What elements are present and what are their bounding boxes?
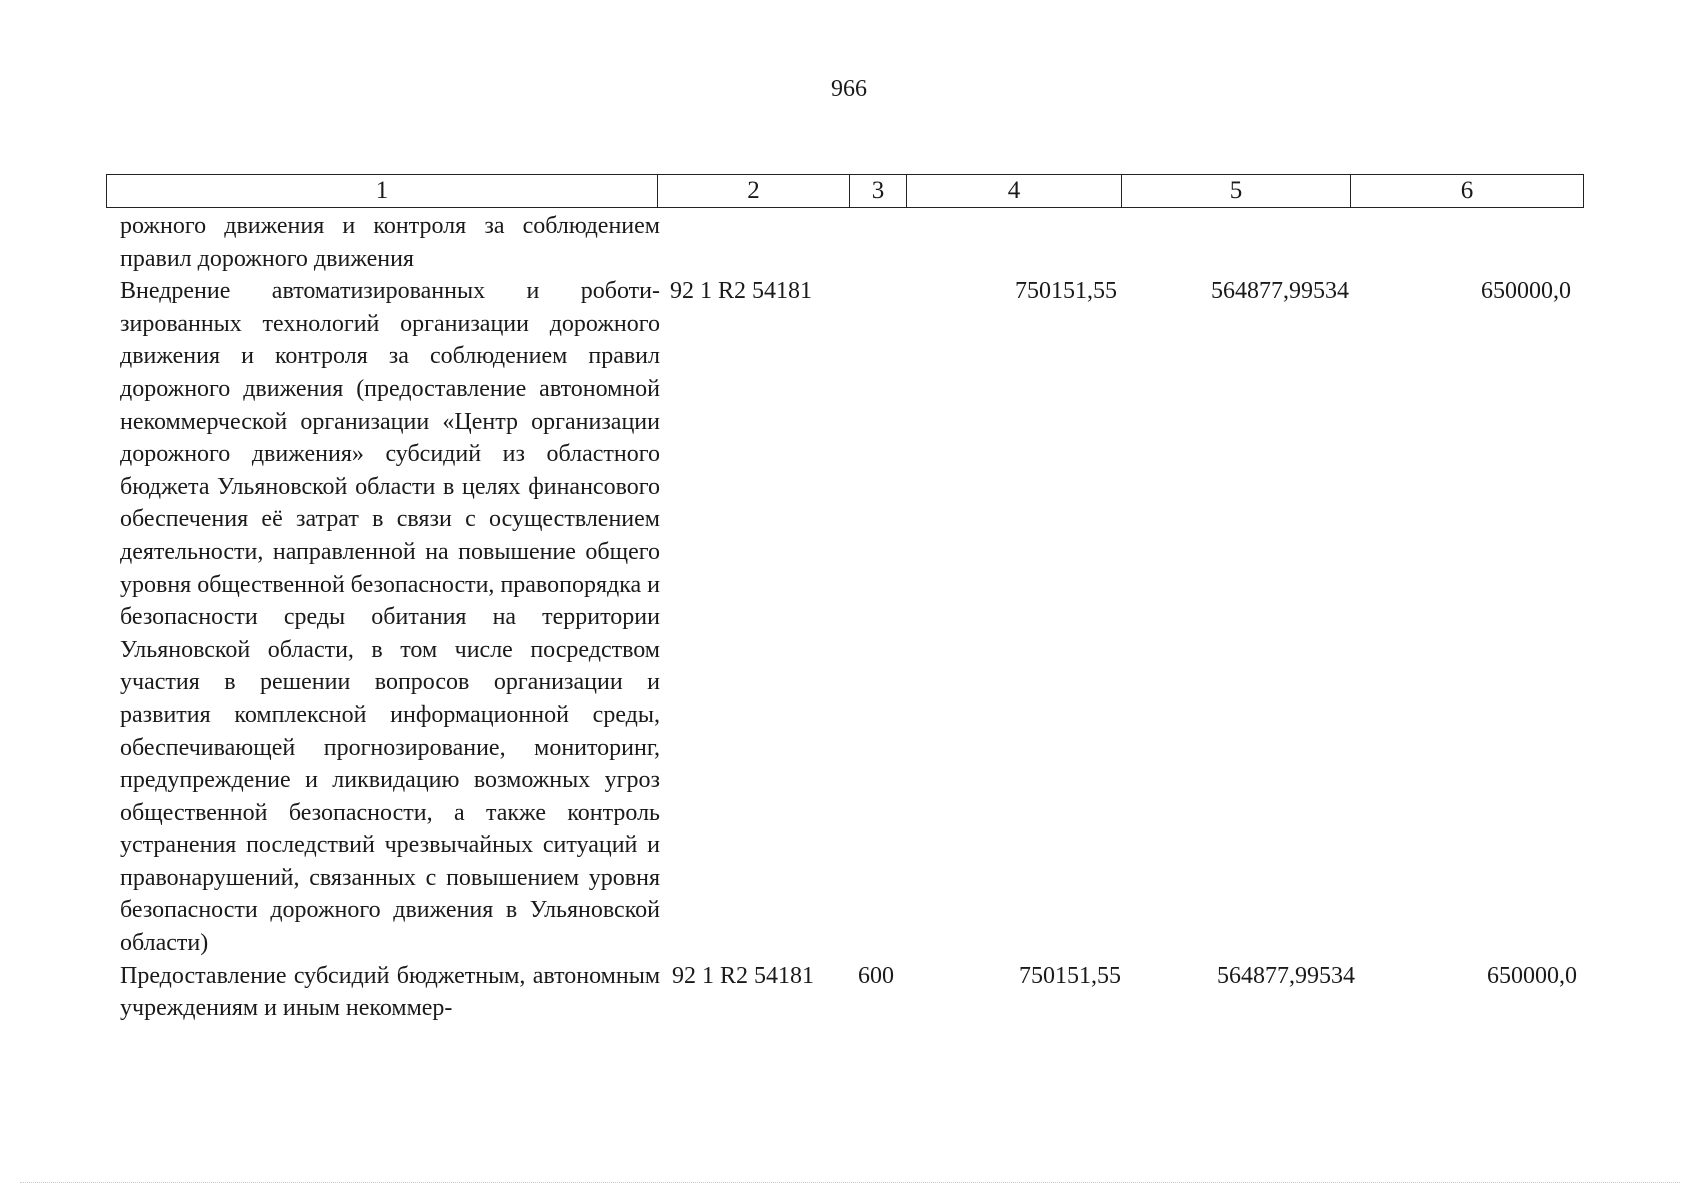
header-col-3: 3	[850, 175, 907, 208]
table-row	[106, 960, 1583, 1025]
row-name: рожного движения и контроля за соблюдением правил дорожного движения	[120, 213, 660, 272]
table-header	[106, 174, 1584, 208]
row-value-4: 750151,55	[1015, 278, 1117, 305]
row-value-5: 564877,99534	[1211, 278, 1349, 305]
row-value-6: 650000,0	[1487, 962, 1577, 989]
row-code: 92 1 R2 54181	[672, 962, 815, 989]
table-row	[106, 275, 1583, 959]
row-name: Предоставление субсидий бюджетным, автономным учреждениям и иным некоммер-	[120, 962, 660, 1022]
table-row	[106, 210, 1583, 275]
header-col-6: 6	[1351, 175, 1584, 208]
row-value-5: 564877,99534	[1217, 962, 1355, 989]
table-body	[106, 210, 1583, 1025]
header-col-2: 2	[658, 175, 850, 208]
header-col-5: 5	[1122, 175, 1351, 208]
row-name: Внедрение автоматизированных и роботизированных технологий организации дорожного движения и контроля за соблюдением правил дорожного движения (предоставление автономной некоммерческой организации «Центр организации дорожного движения» субсидий из областного бюджета Ульяновской области в целях финансового обеспечения её затрат в связи с осуществлением деятельности, направленной на повышение общего уровня общественной безопасности, правопорядка и безопасности среды обитания на территории Ульяновской области, в том числе посредством участия в решении вопросов организации и развития комплексной информационной среды, обеспечивающей прогнозирование, мониторинг, предупреждение и ликвидацию возможных угроз общественной безопасности, а также контроль устранения последствий чрезвычайных ситуаций и правонарушений, связанных с повышением уровня безопасности дорожного движения в Ульяновской области)	[120, 278, 660, 957]
row-value-6: 650000,0	[1481, 278, 1571, 305]
page-bottom-edge	[20, 1182, 1680, 1183]
row-value-4: 750151,55	[1019, 962, 1121, 989]
page-number: 966	[831, 76, 867, 102]
header-col-1: 1	[107, 175, 658, 208]
row-code: 92 1 R2 54181	[670, 278, 813, 305]
header-row	[107, 175, 1584, 208]
header-col-4: 4	[907, 175, 1122, 208]
row-type: 600	[858, 962, 894, 989]
